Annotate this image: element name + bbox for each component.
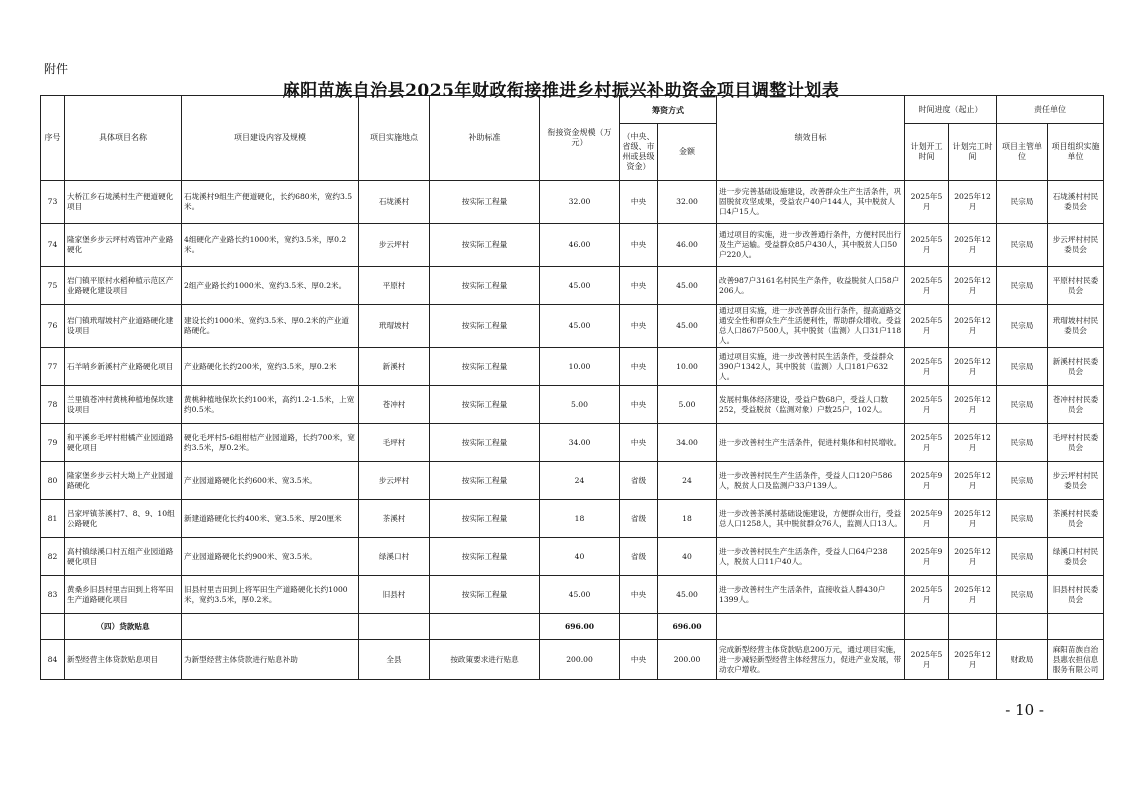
table-row — [41, 181, 1104, 224]
row-start: 2025年5月 — [905, 348, 949, 386]
header-seq: 序号 — [41, 96, 65, 181]
row-start: 2025年5月 — [905, 576, 949, 614]
row-dept: 民宗局 — [997, 224, 1048, 267]
row-dept: 民宗局 — [997, 462, 1048, 500]
row-seq: 83 — [41, 576, 65, 614]
row-scale: 18 — [540, 500, 620, 538]
row-start: 2025年5月 — [905, 305, 949, 348]
row-end: 2025年12月 — [949, 348, 997, 386]
header-content: 项目建设内容及规模 — [182, 96, 359, 181]
section-row — [41, 614, 1104, 640]
section-empty — [1048, 614, 1104, 640]
row-amount: 5.00 — [658, 386, 717, 424]
row-org: 平原村村民委员会 — [1048, 267, 1104, 305]
row-location: 毛坪村 — [359, 424, 430, 462]
header-responsible: 责任单位 — [997, 96, 1104, 124]
row-name: 隆家堡乡步云坪村鸡管冲产业路硬化 — [65, 224, 182, 267]
row-source: 中央 — [620, 576, 658, 614]
table-row — [41, 424, 1104, 462]
row-end: 2025年12月 — [949, 538, 997, 576]
row-dept: 民宗局 — [997, 386, 1048, 424]
row-content: 石垅溪村9组生产便道硬化，长约680米，宽约3.5米。 — [182, 181, 359, 224]
row-name: 和平溪乡毛坪村柑橘产业园道路硬化项目 — [65, 424, 182, 462]
section-amount: 696.00 — [658, 614, 717, 640]
row-source: 省级 — [620, 538, 658, 576]
row-org: 茶溪村村民委员会 — [1048, 500, 1104, 538]
section-empty — [717, 614, 905, 640]
row-performance: 通过项目的实施，进一步改善通行条件，方便村民出行及生产运输。受益群众85户430人，其中脱贫人口50户220人。 — [717, 224, 905, 267]
section-empty — [905, 614, 949, 640]
row-scale: 46.00 — [540, 224, 620, 267]
row-standard: 按实际工程量 — [430, 500, 540, 538]
row-location: 茶溪村 — [359, 500, 430, 538]
row-org: 新溪村村民委员会 — [1048, 348, 1104, 386]
row-location: 步云坪村 — [359, 462, 430, 500]
row-content: 产业园道路硬化长约900米、宽3.5米。 — [182, 538, 359, 576]
row-dept: 民宗局 — [997, 538, 1048, 576]
table-row — [41, 224, 1104, 267]
row-location: 石垅溪村 — [359, 181, 430, 224]
row-org: 旧县村村民委员会 — [1048, 576, 1104, 614]
row-content: 4组硬化产业路长约1000米，宽约3.5米，厚0.2米。 — [182, 224, 359, 267]
row-source: 中央 — [620, 224, 658, 267]
row-dept: 民宗局 — [997, 305, 1048, 348]
row-end: 2025年12月 — [949, 386, 997, 424]
row-end: 2025年12月 — [949, 500, 997, 538]
row-standard: 按实际工程量 — [430, 305, 540, 348]
row-location: 玳瑁坡村 — [359, 305, 430, 348]
row-scale: 45.00 — [540, 576, 620, 614]
row-end: 2025年12月 — [949, 576, 997, 614]
row-start: 2025年5月 — [905, 424, 949, 462]
row-performance: 进一步改善村生产生活条件，促进村集体和村民增收。 — [717, 424, 905, 462]
row-performance: 改善987户3161名村民生产条件，收益脱贫人口58户206人。 — [717, 267, 905, 305]
section-empty — [430, 614, 540, 640]
row-performance: 发展村集体经济建设，受益户数68户，受益人口数252，受益脱贫（监测对象）户数25户，102人。 — [717, 386, 905, 424]
row-performance: 进一步改善村民生产生活条件，受益人口120户586人，脱贫人口及监测户33户139人。 — [717, 462, 905, 500]
row-source: 中央 — [620, 424, 658, 462]
row-end: 2025年12月 — [949, 224, 997, 267]
header-schedule: 时间进度（起止） — [905, 96, 997, 124]
row-content: 黄桃种植地保坎长约100米，高约1.2-1.5米，上宽约0.5米。 — [182, 386, 359, 424]
row-seq: 74 — [41, 224, 65, 267]
row-source: 中央 — [620, 348, 658, 386]
row-amount: 46.00 — [658, 224, 717, 267]
table-row — [41, 500, 1104, 538]
row-dept: 民宗局 — [997, 348, 1048, 386]
row-scale: 32.00 — [540, 181, 620, 224]
row-source: 省级 — [620, 462, 658, 500]
row-name: 高村镇绿溪口村五组产业园道路硬化项目 — [65, 538, 182, 576]
row-start: 2025年5月 — [905, 267, 949, 305]
row-scale: 45.00 — [540, 305, 620, 348]
header-name: 具体项目名称 — [65, 96, 182, 181]
row-performance: 进一步改善茶溪村基础设施建设，方便群众出行，受益总人口1258人，其中脱贫群众76人，监测人口13人。 — [717, 500, 905, 538]
row-source: 中央 — [620, 386, 658, 424]
row-standard: 按实际工程量 — [430, 462, 540, 500]
section-scale: 696.00 — [540, 614, 620, 640]
row-content: 硬化毛坪村5-6组柑桔产业园道路，长约700米，宽约3.5米，厚0.2米。 — [182, 424, 359, 462]
row-scale: 45.00 — [540, 267, 620, 305]
row-content: 产业路硬化长约200米，宽约3.5米，厚0.2米 — [182, 348, 359, 386]
row-content: 新建道路硬化长约400米、宽3.5米、厚20厘米 — [182, 500, 359, 538]
row-standard: 按实际工程量 — [430, 576, 540, 614]
row-content: 产业园道路硬化长约600米、宽3.5米。 — [182, 462, 359, 500]
row-org: 苍冲村村民委员会 — [1048, 386, 1104, 424]
row-amount: 34.00 — [658, 424, 717, 462]
table-row — [41, 348, 1104, 386]
row-org: 石垅溪村村民委员会 — [1048, 181, 1104, 224]
row-dept: 民宗局 — [997, 576, 1048, 614]
section-empty — [997, 614, 1048, 640]
row-end: 2025年12月 — [949, 462, 997, 500]
row-dept: 民宗局 — [997, 500, 1048, 538]
row-location: 旧县村 — [359, 576, 430, 614]
row-location: 苍冲村 — [359, 386, 430, 424]
row-performance: 进一步改善村生产生活条件，直接收益人群430户1399人。 — [717, 576, 905, 614]
row-dept: 民宗局 — [997, 181, 1048, 224]
row-seq: 77 — [41, 348, 65, 386]
row-source: 中央 — [620, 181, 658, 224]
header-location: 项目实施地点 — [359, 96, 430, 181]
section-label: （四）贷款贴息 — [65, 614, 182, 640]
row-scale: 200.00 — [540, 640, 620, 680]
row-scale: 40 — [540, 538, 620, 576]
table-row — [41, 305, 1104, 348]
row-scale: 10.00 — [540, 348, 620, 386]
row-scale: 24 — [540, 462, 620, 500]
row-standard: 按实际工程量 — [430, 386, 540, 424]
row-performance: 完成新型经营主体贷款贴息200万元，通过项目实施，进一步减轻新型经营主体经营压力，促进产业发展，带动农户增收。 — [717, 640, 905, 680]
row-performance: 进一步改善村民生产生活条件，受益人口64户238人，脱贫人口11户40人。 — [717, 538, 905, 576]
row-standard: 按实际工程量 — [430, 538, 540, 576]
row-performance: 进一步完善基础设施建设，改善群众生产生活条件，巩固脱贫攻坚成果，受益农户40户144人，其中脱贫人口4户15人。 — [717, 181, 905, 224]
header-start: 计划开工时间 — [905, 124, 949, 181]
row-location: 步云坪村 — [359, 224, 430, 267]
table-row — [41, 538, 1104, 576]
row-location: 新溪村 — [359, 348, 430, 386]
page-title: 麻阳苗族自治县2025年财政衔接推进乡村振兴补助资金项目调整计划表 — [282, 81, 840, 101]
header-funding-amount: 金额 — [658, 124, 717, 181]
section-empty — [182, 614, 359, 640]
row-dept: 民宗局 — [997, 267, 1048, 305]
row-standard: 按实际工程量 — [430, 224, 540, 267]
header-standard: 补助标准 — [430, 96, 540, 181]
row-amount: 45.00 — [658, 305, 717, 348]
header-funding-source: （中央、省级、市州或县级资金） — [620, 124, 658, 181]
row-seq: 84 — [41, 640, 65, 680]
row-name: 大桥江乡石垅溪村生产便道硬化项目 — [65, 181, 182, 224]
row-org: 步云坪村村民委员会 — [1048, 224, 1104, 267]
row-name: 新型经营主体贷款贴息项目 — [65, 640, 182, 680]
row-seq: 78 — [41, 386, 65, 424]
row-amount: 45.00 — [658, 576, 717, 614]
row-performance: 通过项目实施，进一步改善村民生活条件，受益群众390户1342人，其中脱贫（监测）人口181户632人。 — [717, 348, 905, 386]
table-row — [41, 576, 1104, 614]
row-org: 毛坪村村民委员会 — [1048, 424, 1104, 462]
table-row — [41, 267, 1104, 305]
row-amount: 45.00 — [658, 267, 717, 305]
row-start: 2025年5月 — [905, 224, 949, 267]
row-scale: 5.00 — [540, 386, 620, 424]
row-amount: 24 — [658, 462, 717, 500]
row-end: 2025年12月 — [949, 267, 997, 305]
table-body — [41, 181, 1104, 680]
row-seq: 76 — [41, 305, 65, 348]
row-name: 石羊哨乡新溪村产业路硬化项目 — [65, 348, 182, 386]
row-location: 绿溪口村 — [359, 538, 430, 576]
table-row — [41, 640, 1104, 680]
section-empty — [949, 614, 997, 640]
row-start: 2025年9月 — [905, 538, 949, 576]
row-source: 中央 — [620, 305, 658, 348]
row-location: 全县 — [359, 640, 430, 680]
row-seq: 79 — [41, 424, 65, 462]
row-start: 2025年5月 — [905, 386, 949, 424]
row-name: 岩门镇平原村水稻种植示范区产业路硬化建设项目 — [65, 267, 182, 305]
row-scale: 34.00 — [540, 424, 620, 462]
row-org: 绿溪口村村民委员会 — [1048, 538, 1104, 576]
row-start: 2025年9月 — [905, 462, 949, 500]
header-performance: 绩效目标 — [717, 96, 905, 181]
row-dept: 民宗局 — [997, 424, 1048, 462]
row-org: 麻阳苗族自治县惠农担信息服务有限公司 — [1048, 640, 1104, 680]
row-amount: 18 — [658, 500, 717, 538]
row-start: 2025年5月 — [905, 640, 949, 680]
row-standard: 按实际工程量 — [430, 424, 540, 462]
table-row — [41, 386, 1104, 424]
row-dept: 财政局 — [997, 640, 1048, 680]
row-seq: 75 — [41, 267, 65, 305]
row-content: 为新型经营主体贷款进行贴息补助 — [182, 640, 359, 680]
row-name: 岩门镇玳瑁坡村产业道路硬化建设项目 — [65, 305, 182, 348]
attachment-label: 附件 — [44, 62, 69, 76]
page-number: - 10 - — [1005, 701, 1044, 719]
row-seq: 82 — [41, 538, 65, 576]
row-end: 2025年12月 — [949, 181, 997, 224]
row-org: 步云坪村村民委员会 — [1048, 462, 1104, 500]
row-start: 2025年5月 — [905, 181, 949, 224]
row-amount: 32.00 — [658, 181, 717, 224]
row-standard: 按实际工程量 — [430, 348, 540, 386]
row-name: 吕家坪镇茶溪村7、8、9、10组公路硬化 — [65, 500, 182, 538]
row-content: 旧县村里吉田到上将军田生产道路硬化长约1000米，宽约3.5米，厚0.2米。 — [182, 576, 359, 614]
row-seq: 81 — [41, 500, 65, 538]
section-empty — [359, 614, 430, 640]
row-source: 中央 — [620, 267, 658, 305]
row-source: 中央 — [620, 640, 658, 680]
row-amount: 40 — [658, 538, 717, 576]
row-standard: 按实际工程量 — [430, 181, 540, 224]
row-end: 2025年12月 — [949, 305, 997, 348]
row-standard: 按政策要求进行贴息 — [430, 640, 540, 680]
row-content: 建设长约1000米、宽约3.5米、厚0.2米的产业道路硬化。 — [182, 305, 359, 348]
row-performance: 通过项目实施，进一步改善群众出行条件，提高道路交通安全性和群众生产生活便利性，帮助群众增收。受益总人口867户500人，其中脱贫（监测）人口31户118人。 — [717, 305, 905, 348]
row-amount: 200.00 — [658, 640, 717, 680]
header-dept: 项目主管单位 — [997, 124, 1048, 181]
row-end: 2025年12月 — [949, 640, 997, 680]
row-org: 玳瑁坡村村民委员会 — [1048, 305, 1104, 348]
row-name: 兰里镇苍冲村黄桃种植地保坎建设项目 — [65, 386, 182, 424]
row-start: 2025年9月 — [905, 500, 949, 538]
header-org: 项目组织实施单位 — [1048, 124, 1104, 181]
row-standard: 按实际工程量 — [430, 267, 540, 305]
section-seq — [41, 614, 65, 640]
row-end: 2025年12月 — [949, 424, 997, 462]
row-name: 隆家堡乡步云村大坳上产业园道路硬化 — [65, 462, 182, 500]
row-source: 省级 — [620, 500, 658, 538]
header-scale: 衔接资金规模（万元） — [540, 96, 620, 181]
section-empty — [620, 614, 658, 640]
header-end: 计划完工时间 — [949, 124, 997, 181]
row-seq: 80 — [41, 462, 65, 500]
row-amount: 10.00 — [658, 348, 717, 386]
row-location: 平原村 — [359, 267, 430, 305]
header-funding: 筹资方式 — [620, 96, 717, 124]
project-table — [40, 95, 1104, 680]
row-name: 黄桑乡旧县村里吉田到上将军田生产道路硬化项目 — [65, 576, 182, 614]
table-row — [41, 462, 1104, 500]
row-seq: 73 — [41, 181, 65, 224]
row-content: 2组产业路长约1000米、宽约3.5米、厚0.2米。 — [182, 267, 359, 305]
